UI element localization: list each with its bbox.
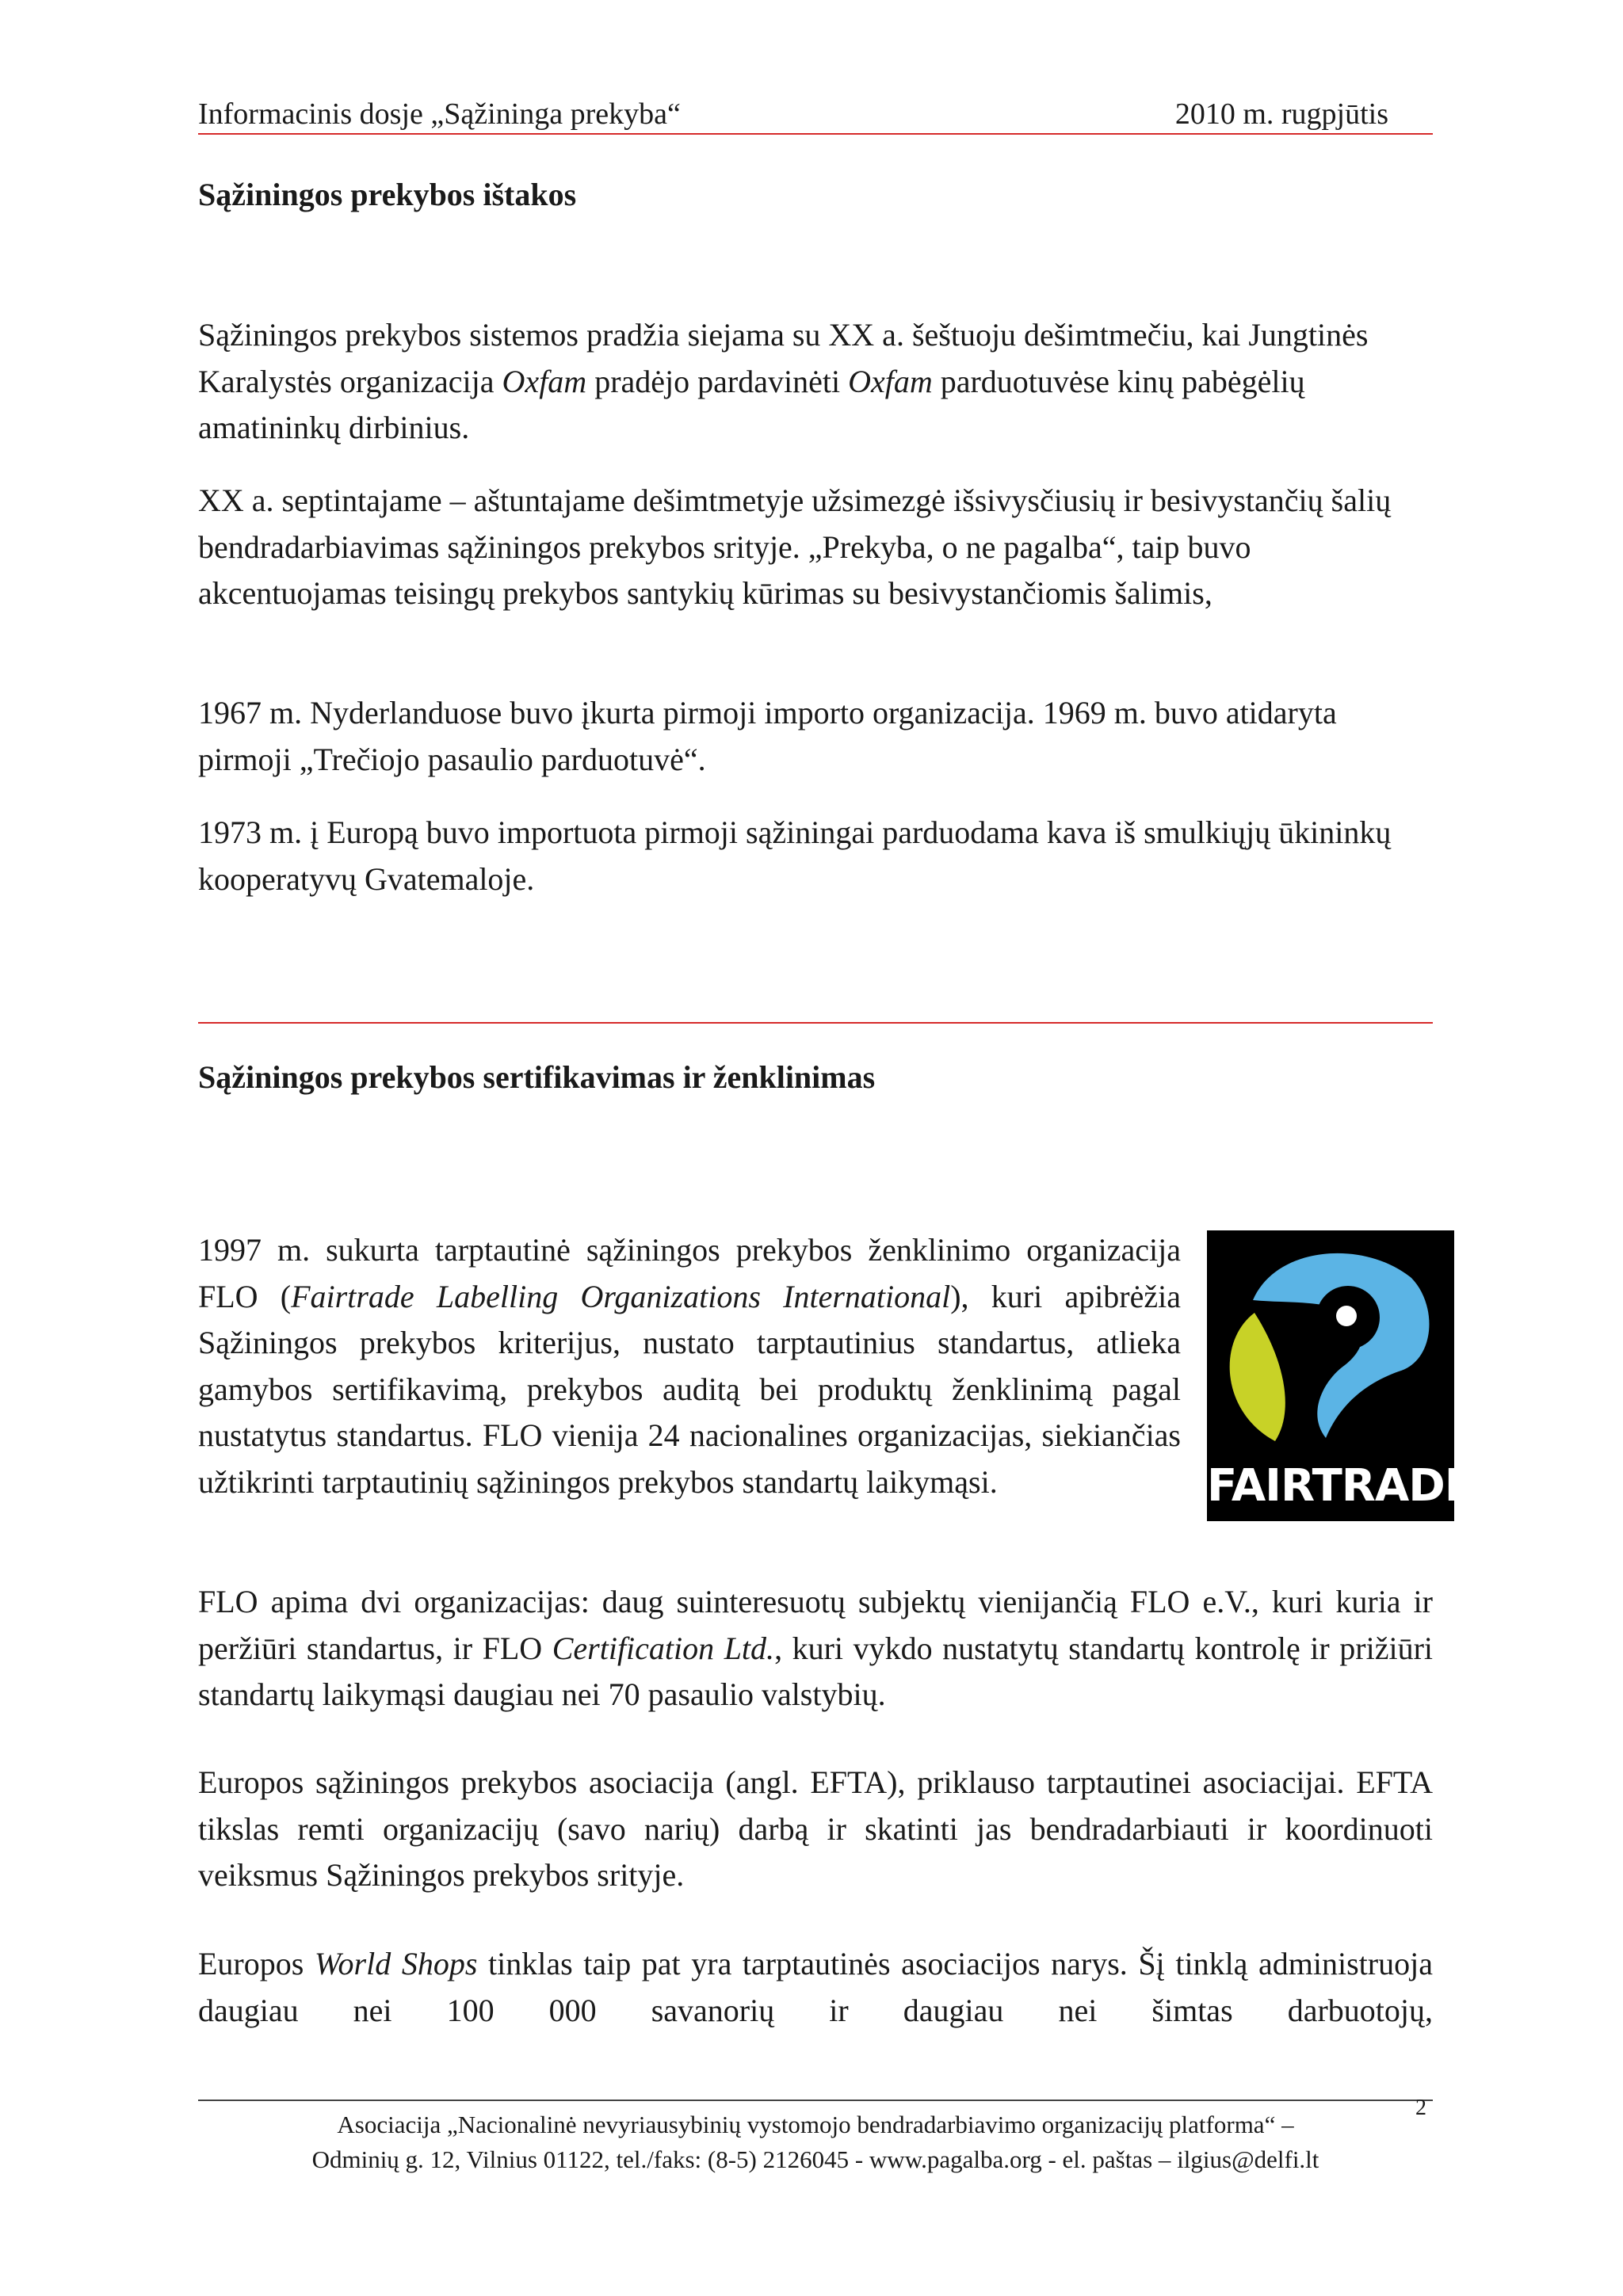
- certification-paragraph-1: 1997 m. sukurta tarptautinė sąžiningos prekybos ženklinimo organizacija FLO (Fairtrade Labelling Organizations International), kuri apibrėžia Sąžiningos prekybos kriterijus, nustato tarptautinius standartus, atlieka gamybos sertifikavimą, prekybos auditą bei produktų ženklinimą pagal nustatytus standartus. FLO vienija 24 nacionalines organizacijas, siekiančias užtikrinti tarptautinių sąžiningos prekybos standartų laikymąsi.: [198, 1232, 1182, 1500]
- page-footer: [198, 2107, 1433, 2177]
- header-date: 2010 m. rugpjūtis: [1174, 97, 1388, 131]
- certification-paragraph-3: Europos sąžiningos prekybos asociacija (angl. EFTA), priklauso tarptautinei asociacijai. EFTA tikslas remti organizacijų (savo narių) darbą ir skatinti jas bendradarbiauti ir koordinuoti veiksmus Sąžiningos prekybos srityje.: [198, 1764, 1433, 1893]
- certification-paragraph-2: FLO apima dvi organizacijas: daug suinteresuotų subjektų vienijančią FLO e.V., kuri kuria ir peržiūri standartus, ir FLO Certification Ltd., kuri vykdo nustatytų standartų kontrolę ir prižiūri standartų laikymąsi daugiau nei 70 pasaulio valstybių.: [198, 1584, 1434, 1712]
- certification-paragraph-4: Europos World Shops tinklas taip pat yra tarptautinės asociacijos narys. Šį tinklą administruoja daugiau nei 100 000 savanorių ir daugiau nei šimtas darbuotojų,: [198, 1946, 1433, 2028]
- origins-paragraph-4: 1973 m. į Europą buvo importuota pirmoji sąžiningai parduodama kava iš smulkiųjų ūkininkų kooperatyvų Gvatemaloje.: [198, 814, 1392, 897]
- section-heading-origins: Sąžiningos prekybos ištakos: [198, 177, 577, 212]
- page-header: [198, 97, 1433, 135]
- footer-line-2: Odminių g. 12, Vilnius 01122, tel./faks: (8-5) 2126045 - www.pagalba.org - el. paštas – ilgius@delfi.lt: [311, 2145, 1319, 2173]
- header-divider: [198, 133, 1433, 135]
- origins-paragraph-2: XX a. septintajame – aštuntajame dešimtmetyje užsimezgė išsivysčiusių ir besivystančių šalių bendradarbiavimas sąžiningos prekybos srityje. „Prekyba, o ne pagalba“, taip buvo akcentuojamas teisingų prekybos santykių kūrimas su besivystančiomis šalimis,: [198, 482, 1392, 611]
- page-number: 2: [1415, 2096, 1426, 2120]
- footer-line-1: Asociacija „Nacionalinė nevyriausybinių vystomojo bendradarbiavimo organizacijų platforma“ –: [337, 2111, 1294, 2138]
- fairtrade-logo: [1207, 1230, 1475, 1521]
- section-divider: [198, 1022, 1433, 1024]
- section-heading-certification: Sąžiningos prekybos sertifikavimas ir ženklinimas: [198, 1059, 876, 1095]
- header-title: Informacinis dosje „Sąžininga prekyba“: [198, 97, 681, 131]
- origins-paragraph-3: 1967 m. Nyderlanduose buvo įkurta pirmoji importo organizacija. 1969 m. buvo atidaryta pirmoji „Trečiojo pasaulio parduotuvė“.: [198, 695, 1337, 777]
- origins-paragraph-1: Sąžiningos prekybos sistemos pradžia siejama su XX a. šeštuoju dešimtmečiu, kai Jungtinės Karalystės organizacija Oxfam pradėjo pardavinėti Oxfam parduotuvėse kinų pabėgėlių amatininkų dirbinius.: [198, 317, 1369, 445]
- fairtrade-wordmark: FAIRTRADE: [1207, 1460, 1475, 1512]
- footer-divider: [198, 2100, 1433, 2101]
